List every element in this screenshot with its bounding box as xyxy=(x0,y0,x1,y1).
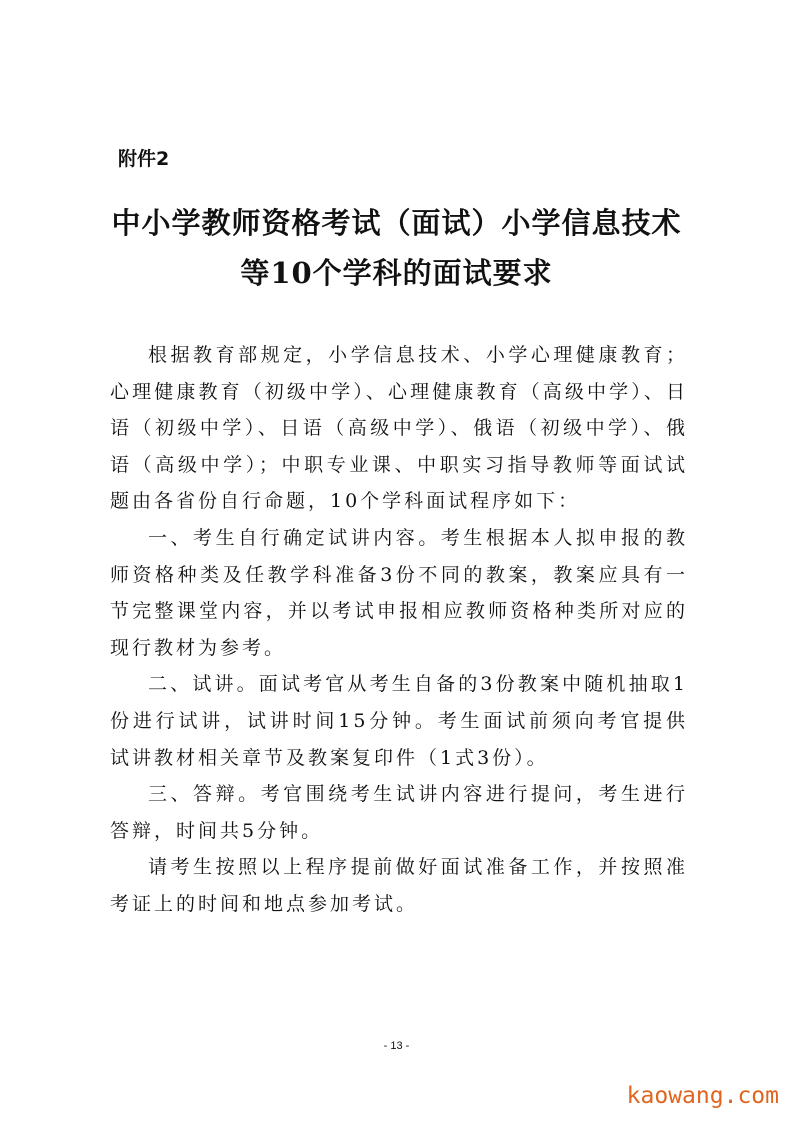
paragraph-step-2: 二、试讲。面试考官从考生自备的3份教案中随机抽取1份进行试讲，试讲时间15分钟。考生面试前须向考官提供试讲教材相关章节及教案复印件（1式3份）。 xyxy=(110,673,688,769)
watermark: kaowang.com xyxy=(626,1083,779,1109)
title-line-2: 等10个学科的面试要求 xyxy=(240,256,553,290)
document-body xyxy=(110,337,688,923)
document-title xyxy=(0,198,793,298)
paragraph-intro: 根据教育部规定，小学信息技术、小学心理健康教育；心理健康教育（初级中学）、心理健康教育（高级中学）、日语（初级中学）、日语（高级中学）、俄语（初级中学）、俄语（高级中学）；中职专业课、中职实习指导教师等面试试题由各省份自行命题，10个学科面试程序如下： xyxy=(110,344,688,513)
title-line-1: 中小学教师资格考试（面试）小学信息技术 xyxy=(111,206,682,240)
attachment-label: 附件2 xyxy=(118,148,170,170)
page-number: - 13 - xyxy=(383,1040,410,1052)
paragraph-step-1: 一、考生自行确定试讲内容。考生根据本人拟申报的教师资格种类及任教学科准备3份不同的教案，教案应具有一节完整课堂内容，并以考试申报相应教师资格种类所对应的现行教材为参考。 xyxy=(110,526,688,659)
paragraph-step-3: 三、答辩。考官围绕考生试讲内容进行提问，考生进行答辩，时间共5分钟。 xyxy=(110,783,688,842)
paragraph-closing: 请考生按照以上程序提前做好面试准备工作，并按照准考证上的时间和地点参加考试。 xyxy=(110,856,688,915)
